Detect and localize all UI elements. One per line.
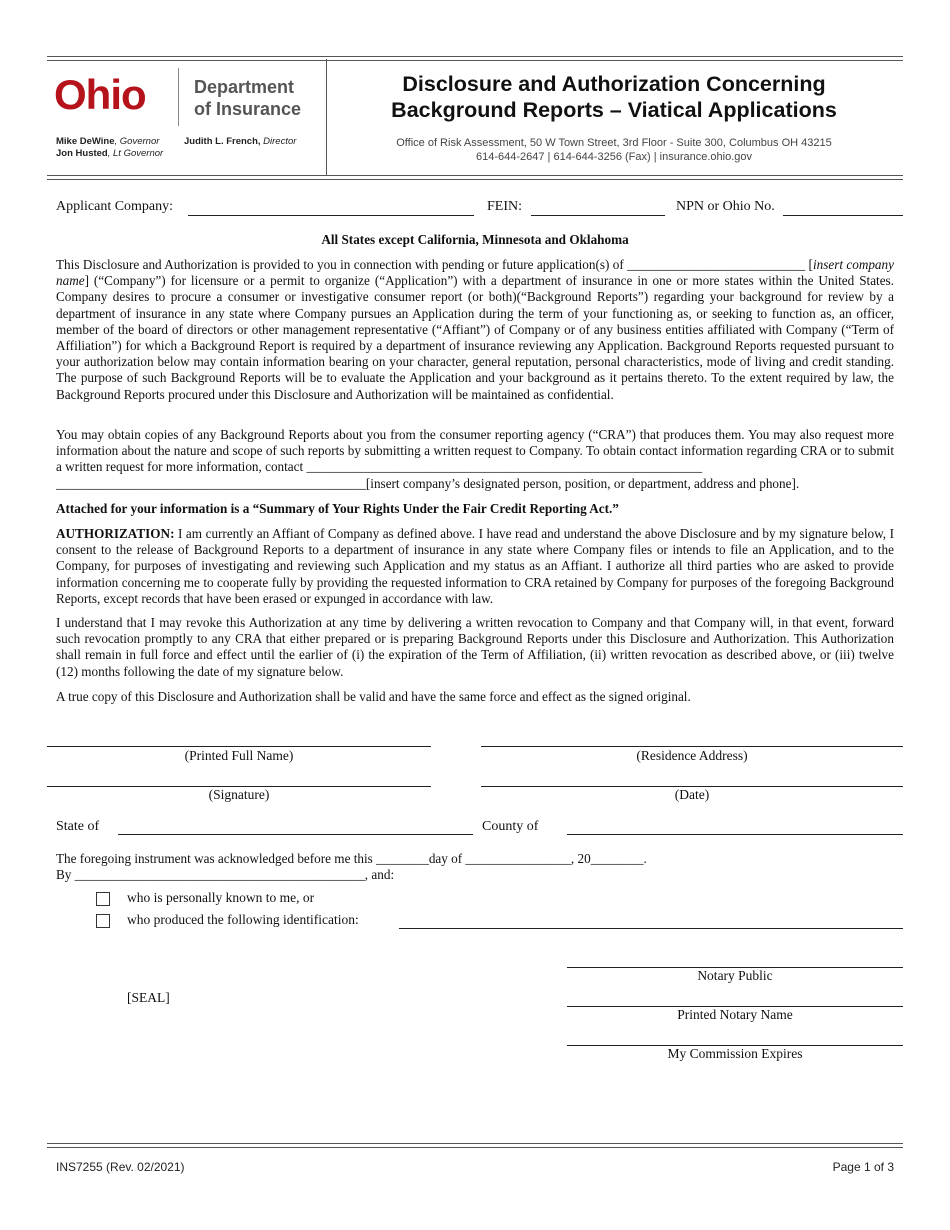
disclosure-paragraph: This Disclosure and Authorization is provided to you in connection with pending or future application(s) of ___________________________ [insert company name] (“Company”) for licensure or a permit to organize (“Application”) with a department of insurance in one or more states within the United States. Company desires to procure a consumer or investigative consumer report (or both)(“Background Reports”) regarding your background for review by a department of insurance in any state where Company pursues an Application during the term of your functioning as, or seeking to function as, an officer, member of the board of directors or other management representative (“Affiant”) of Company or of any business entities affiliated with Company (“Term of Affiliation”) for which a Background Report is required by a department of insurance reviewing any Application. Background Reports requested pursuant to your authorization below may contain information bearing on your character, general reputation, personal characteristics, mode of living and credit standing. The purpose of such Background Reports will be to evaluate the Application and your background as it pertains thereto. To the extent required by law, the Background Reports procured under this Disclosure and Authorization will be maintained as confidential. bbox=[56, 257, 894, 402]
header-bottom-rule bbox=[47, 175, 903, 180]
logo-divider bbox=[178, 68, 179, 126]
state-of-label: State of bbox=[56, 819, 100, 834]
applicant-company-field[interactable] bbox=[188, 215, 474, 216]
state-field[interactable] bbox=[118, 834, 473, 835]
identification-field[interactable] bbox=[399, 928, 903, 929]
county-field[interactable] bbox=[567, 834, 903, 835]
header-vertical-divider bbox=[326, 59, 327, 175]
page-title: Disclosure and Authorization Concerning Background Reports – Viatical Applications bbox=[391, 72, 837, 122]
fein-label: FEIN: bbox=[487, 199, 522, 214]
form-id: INS7255 (Rev. 02/2021) bbox=[56, 1160, 185, 1174]
produced-identification-label: who produced the following identification: bbox=[127, 912, 359, 927]
personally-known-label: who is personally known to me, or bbox=[127, 890, 315, 905]
signature-label: (Signature) bbox=[208, 787, 270, 802]
printed-name-line[interactable] bbox=[47, 746, 431, 747]
npn-label: NPN or Ohio No. bbox=[676, 199, 775, 214]
authorization-paragraph: AUTHORIZATION: I am currently an Affiant of Company as defined above. I have read and understand the above Disclosure and by my signature below, I consent to the release of Background Reports to a department of insurance in any state where Company files or intends to file an Application, and to the Company, for purposes of investigating and reviewing such Application and my status as an Affiant. I authorize all third parties who are asked to provide information concerning me to cooperate fully by providing the requested information to CRA retained by Company for purposes of the foregoing Background Reports, except records that have been erased or expunged in accordance with law. bbox=[56, 526, 894, 606]
notary-public-label: Notary Public bbox=[697, 968, 773, 983]
county-of-label: County of bbox=[482, 819, 539, 834]
fcra-attachment-note: Attached for your information is a “Summary of Your Rights Under the Fair Credit Reporting Act.” bbox=[56, 501, 619, 516]
acknowledgment-text: The foregoing instrument was acknowledged before me this ________day of ________________, 20________. By ____________________________________________, and: bbox=[56, 851, 647, 883]
ohio-logo bbox=[54, 70, 146, 120]
produced-identification-checkbox[interactable] bbox=[96, 914, 110, 928]
printed-notary-name-label: Printed Notary Name bbox=[677, 1007, 793, 1022]
governor-block: Mike DeWine, Governor Jon Husted, Lt Governor bbox=[56, 136, 164, 159]
residence-address-label: (Residence Address) bbox=[636, 748, 748, 763]
fein-field[interactable] bbox=[531, 215, 665, 216]
states-heading: All States except California, Minnesota and Oklahoma bbox=[321, 232, 629, 247]
true-copy-paragraph: A true copy of this Disclosure and Authorization shall be valid and have the same force and effect as the signed original. bbox=[56, 689, 691, 704]
personally-known-checkbox[interactable] bbox=[96, 892, 110, 906]
seal-label: [SEAL] bbox=[127, 990, 170, 1005]
page-number: Page 1 of 3 bbox=[832, 1160, 894, 1174]
applicant-company-label: Applicant Company: bbox=[56, 199, 174, 214]
director-block: Judith L. French, Director bbox=[184, 136, 297, 147]
ohio-logo-word: Ohio bbox=[54, 71, 146, 118]
revocation-paragraph: I understand that I may revoke this Authorization at any time by delivering a written revocation to Company and that Company will, in that event, forward such revocation promptly to any CRA that either prepared or is preparing Background Reports under this Disclosure and Authorization. This Authorization shall remain in full force and effect until the earlier of (i) the expiration of the Term of Affiliation, (ii) written revocation as described above, or (iii) twelve (12) months following the date of my signature below. bbox=[56, 615, 894, 679]
office-address: Office of Risk Assessment, 50 W Town Street, 3rd Floor - Suite 300, Columbus OH 43215 614-644-2647 | 614-644-3256 (Fax) | insurance.ohio.gov bbox=[396, 137, 832, 163]
footer-rule bbox=[47, 1143, 903, 1148]
department-name: Department of Insurance bbox=[194, 77, 302, 119]
header-top-rule bbox=[47, 56, 903, 61]
npn-field[interactable] bbox=[783, 215, 903, 216]
printed-name-label: (Printed Full Name) bbox=[184, 748, 294, 763]
authorization-label: AUTHORIZATION: bbox=[56, 526, 175, 541]
commission-expires-label: My Commission Expires bbox=[667, 1046, 803, 1061]
residence-address-line[interactable] bbox=[481, 746, 903, 747]
cra-paragraph: You may obtain copies of any Background Reports about you from the consumer reporting agency (“CRA”) that produces them. You may also request more information about the nature and scope of such reports by submitting a written request to Company. To obtain contact information regarding CRA or to submit a written request for more information, contact ____________________________________________________________ _______________________________________________[insert company’s designated person, position, or department, address and phone]. bbox=[56, 427, 894, 491]
date-label: (Date) bbox=[674, 787, 710, 802]
